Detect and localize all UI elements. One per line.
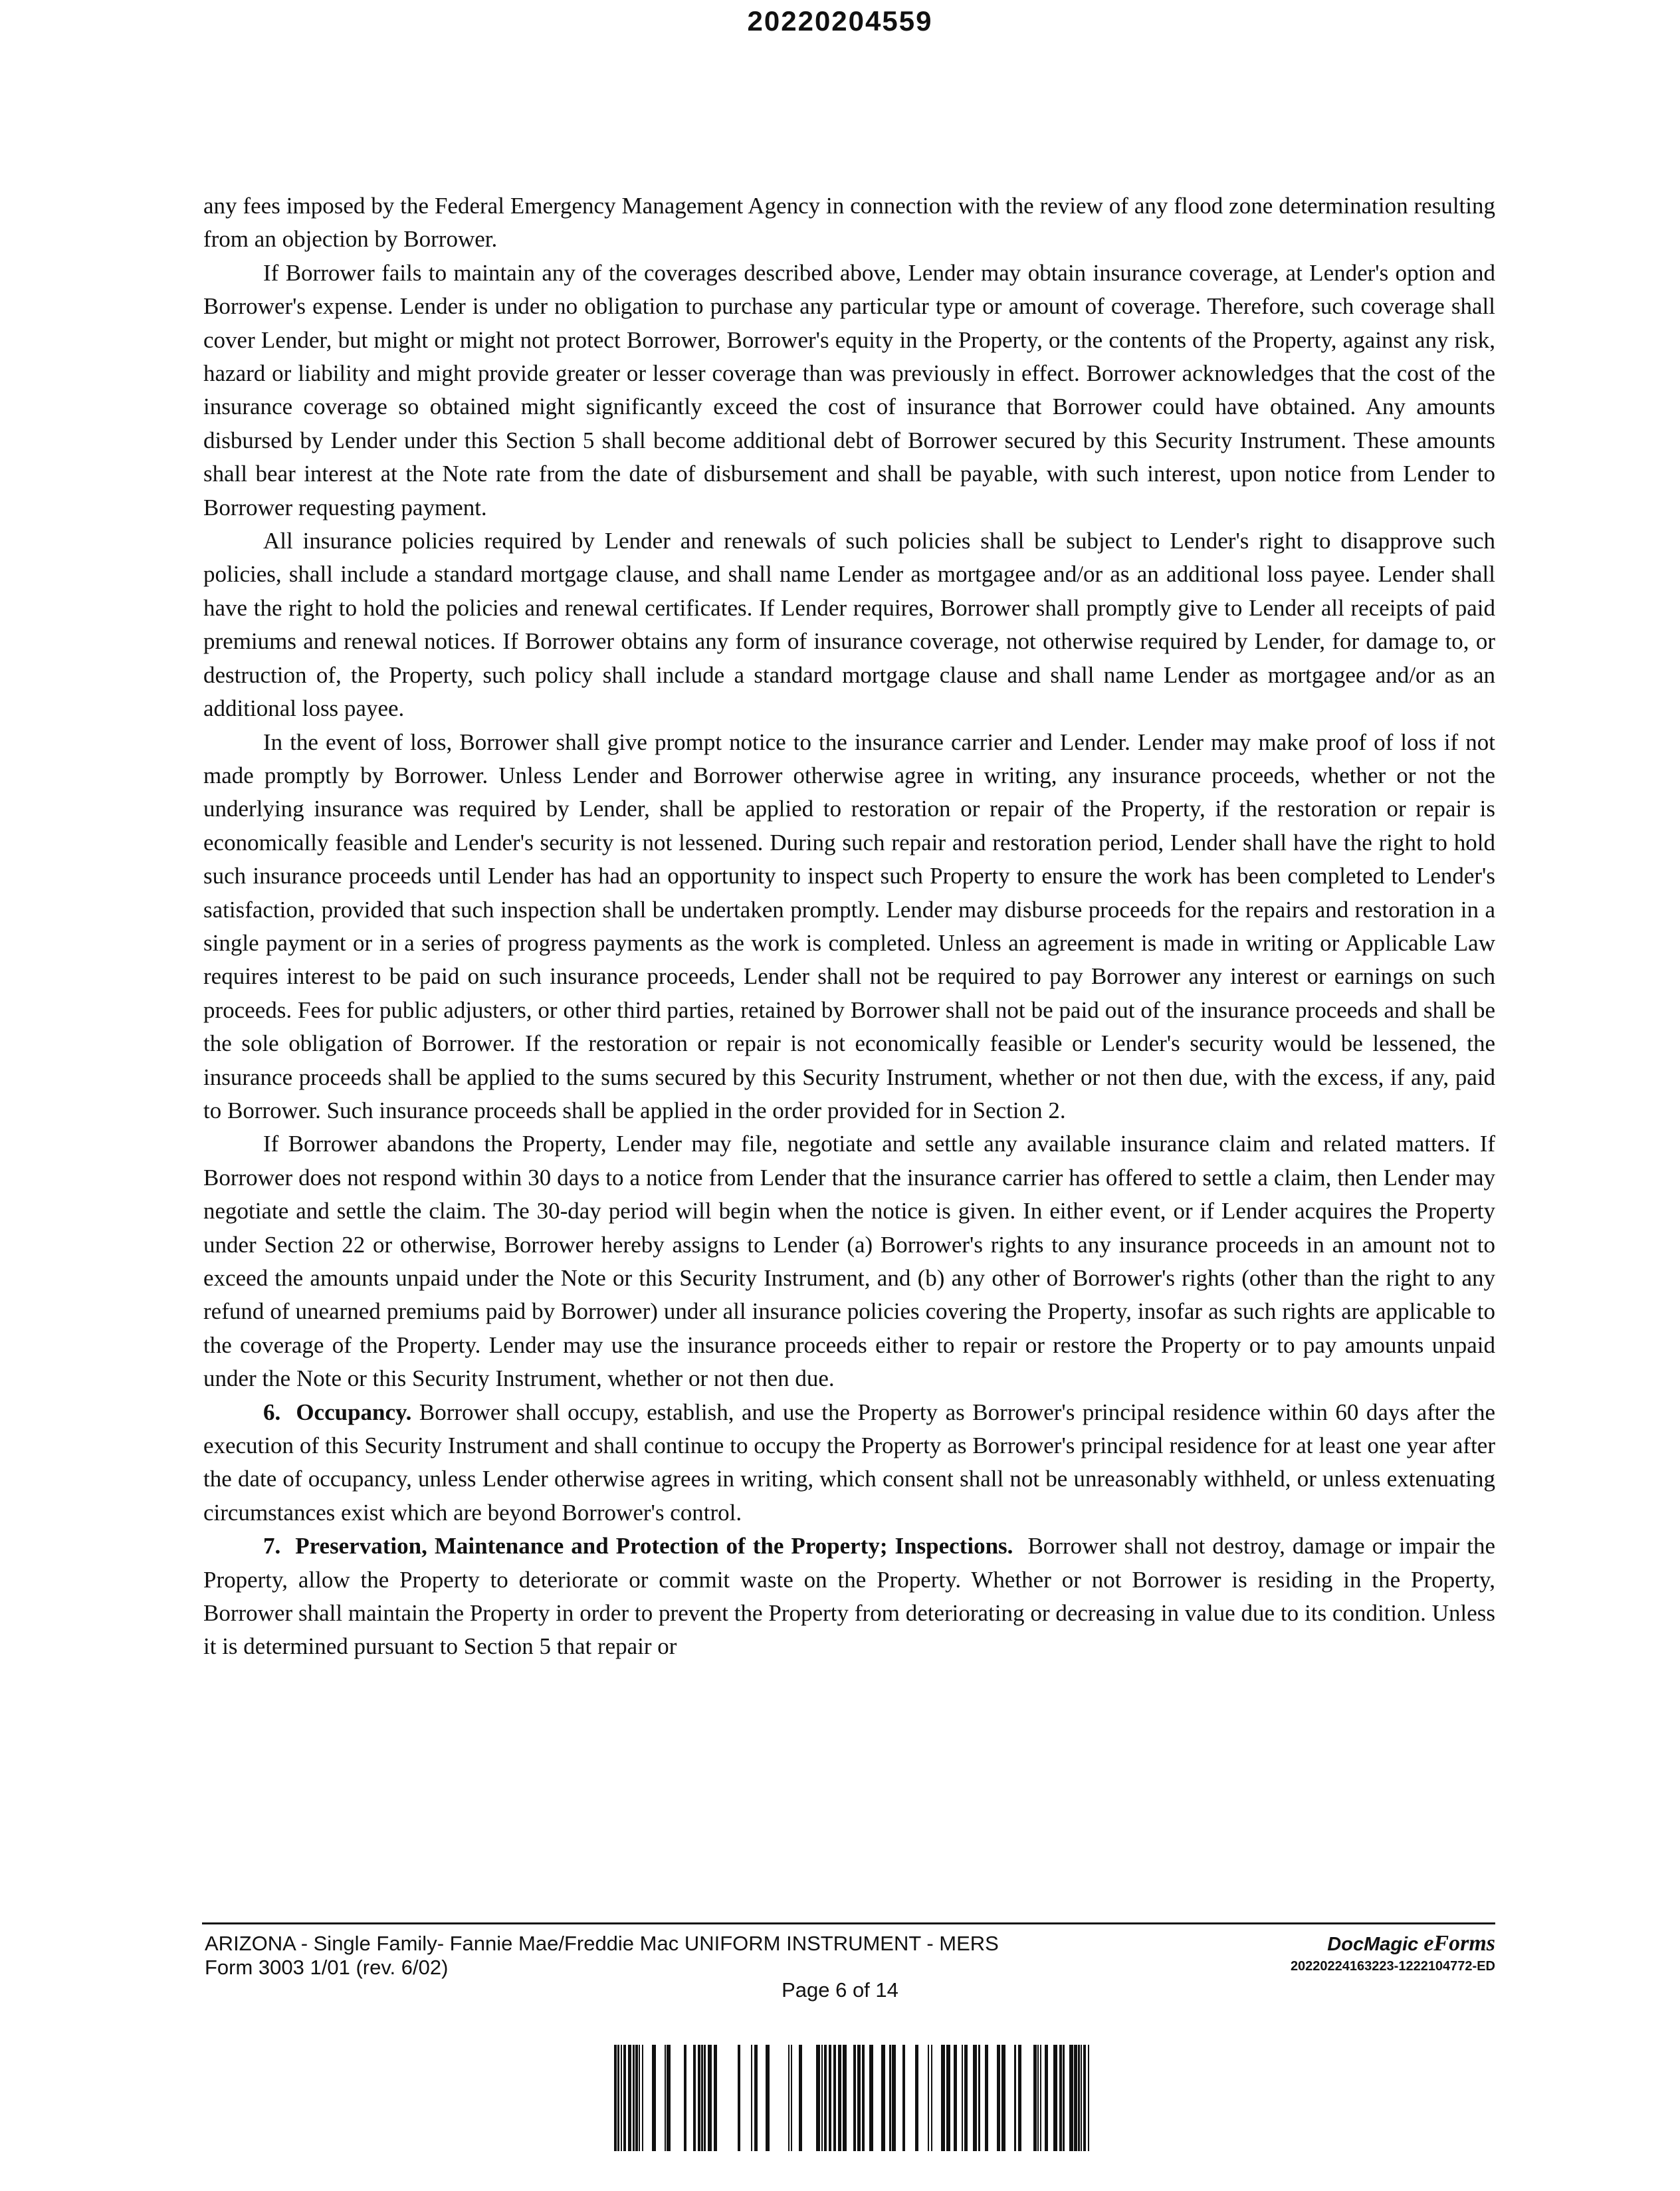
paragraph-flood-fees: any fees imposed by the Federal Emergency Management Agency in connection with the review of any flood zone determination resulting from an objection by Borrower. [203, 193, 1495, 253]
barcode-icon [614, 2045, 1090, 2151]
section-7-preservation [203, 1530, 1495, 1664]
paragraph-abandonment: If Borrower abandons the Property, Lender may file, negotiate and settle any available insurance claim and related matters. If Borrower does not respond within 30 days to a notice from Lender that the insurance carrier has offered to settle a claim, then Lender may negotiate and settle the claim. The 30-day period will begin when the notice is given. In either event, or if Lender acquires the Property under Section 22 or otherwise, Borrower hereby assigns to Lender (a) Borrower's rights to any insurance proceeds in an amount not to exceed the amounts unpaid under the Note or this Security Instrument, and (b) any other of Borrower's rights (other than the right to any refund of unearned premiums paid by Borrower) under all insurance policies covering the Property, insofar as such rights are applicable to the coverage of the Property. Lender may use the insurance proceeds either to repair or restore the Property or to pay amounts unpaid under the Note or this Security Instrument, whether or not then due. [203, 1131, 1495, 1392]
footer-form-title: ARIZONA - Single Family- Fannie Mae/Freddie Mac UNIFORM INSTRUMENT - MERS [205, 1932, 999, 1955]
page-number: Page 6 of 14 [782, 1978, 898, 2002]
paragraph-event-of-loss: In the event of loss, Borrower shall give prompt notice to the insurance carrier and Lender. Lender may make proof of loss if not made promptly by Borrower. Unless Lender and Borrower otherwise agree in writing, any insurance proceeds, whether or not the underlying insurance was required by Lender, shall be applied to restoration or repair of the Property, if the restoration or repair is economically feasible and Lender's security is not lessened. During such repair and restoration period, Lender shall have the right to hold such insurance proceeds until Lender has had an opportunity to inspect such Property to ensure the work has been completed to Lender's satisfaction, provided that such inspection shall be undertaken promptly. Lender may disburse proceeds for the repairs and restoration in a single payment or in a series of progress payments as the work is completed. Unless an agreement is made in writing or Applicable Law requires interest to be paid on such insurance proceeds, Lender shall not be required to pay Borrower any interest or earnings on such proceeds. Fees for public adjusters, or other third parties, retained by Borrower shall not be paid out of the insurance proceeds and shall be the sole obligation of Borrower. If the restoration or repair is not economically feasible or Lender's security would be lessened, the insurance proceeds shall be applied to the sums secured by this Security Instrument, whether or not then due, with the excess, if any, paid to Borrower. Such insurance proceeds shall be applied in the order provided for in Section 2. [203, 729, 1495, 1123]
brand-prefix: DocMagic [1327, 1934, 1424, 1955]
footer-form-info [205, 1932, 999, 1980]
paragraph-insurance-policies: All insurance policies required by Lender and renewals of such policies shall be subject to Lender's right to disapprove such policies, shall include a standard mortgage clause, and shall name Lender as mortgagee and/or as an additional loss payee. Lender shall have the right to hold the policies and renewal certificates. If Lender requires, Borrower shall promptly give to Lender all receipts of paid premiums and renewal notices. If Borrower obtains any form of insurance coverage, not otherwise required by Lender, for damage to, or destruction of, the Property, such policy shall include a standard mortgage clause and shall name Lender as mortgagee and/or as an additional loss payee. [203, 528, 1495, 722]
document-body [203, 189, 1495, 1664]
document-code: 20220224163223-1222104772-ED [1290, 1959, 1495, 1974]
docmagic-logo [1291, 1932, 1495, 1956]
brand-suffix: eForms [1423, 1931, 1495, 1956]
footer-divider [202, 1922, 1495, 1924]
section-6-occupancy [203, 1396, 1495, 1530]
section-7-text: Borrower shall not destroy, damage or impair the Property, allow the Property to deteriorate or commit waste on the Property. Whether or not Borrower is residing in the Property, Borrower shall maintain the Property in order to prevent the Property from deteriorating or decreasing in value due to its condition. Unless it is determined pursuant to Section 5 that repair or [203, 1533, 1495, 1660]
section-6-text: Borrower shall occupy, establish, and use the Property as Borrower's principal residence within 60 days after the execution of this Security Instrument and shall continue to occupy the Property as Borrower's principal residence for at least one year after the date of occupancy, unless Lender otherwise agrees in writing, which consent shall not be unreasonably withheld, or unless extenuating circumstances exist which are beyond Borrower's control. [203, 1399, 1496, 1526]
section-7-number: 7. [263, 1533, 281, 1559]
footer-form-number: Form 3003 1/01 (rev. 6/02) [205, 1956, 449, 1979]
section-6-heading: Occupancy. [296, 1399, 412, 1425]
paragraph-lender-coverage: If Borrower fails to maintain any of the coverages described above, Lender may obtain insurance coverage, at Lender's option and Borrower's expense. Lender is under no obligation to purchase any particular type or amount of coverage. Therefore, such coverage shall cover Lender, but might or might not protect Borrower, Borrower's equity in the Property, or the contents of the Property, against any risk, hazard or liability and might provide greater or lesser coverage than was previously in effect. Borrower acknowledges that the cost of the insurance coverage so obtained might significantly exceed the cost of insurance that Borrower could have obtained. Any amounts disbursed by Lender under this Section 5 shall become additional debt of Borrower secured by this Security Instrument. These amounts shall bear interest at the Note rate from the date of disbursement and shall be payable, with such interest, upon notice from Lender to Borrower requesting payment. [203, 259, 1495, 520]
document-number: 20220204559 [747, 5, 933, 37]
footer-brand-block [1291, 1932, 1495, 1976]
section-6-number: 6. [263, 1399, 281, 1425]
section-7-heading: Preservation, Maintenance and Protection of the Property; Inspections. [295, 1533, 1013, 1559]
